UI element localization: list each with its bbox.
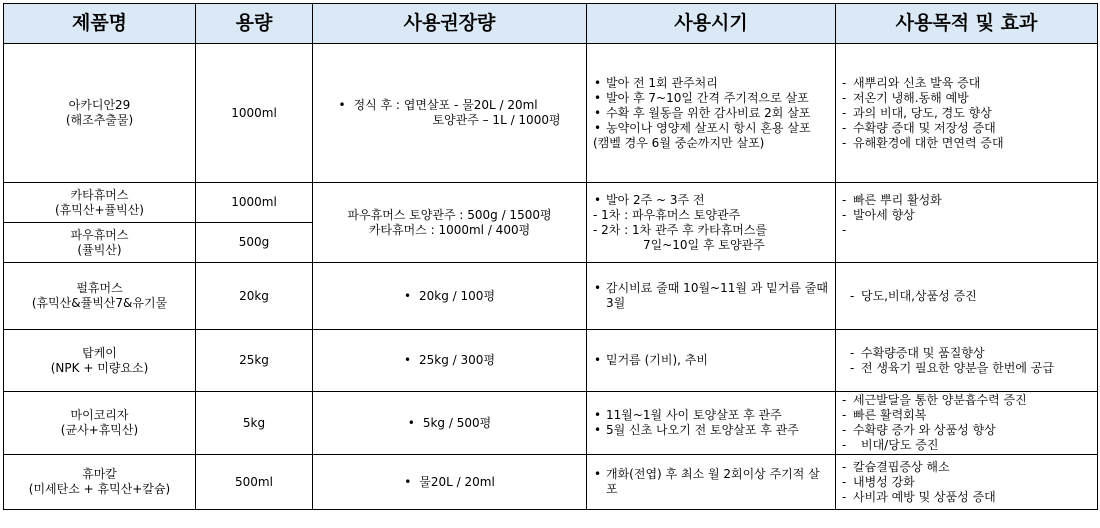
timing-cell [587,44,836,183]
volume-cell: 500g [196,223,313,263]
list-item: - 비대/당도 증진 [842,438,1091,453]
timing-cell [587,330,836,392]
volume-cell: 1000ml [196,44,313,183]
dosage-line: • 5kg / 500평 [408,416,491,430]
dosage-line: • 물20L / 20ml [404,475,495,489]
list-item: • 밑거름 (기비), 추비 [593,353,829,368]
list-item: • 수확 후 월동을 위한 감사비료 2회 살포 [593,106,829,121]
product-name: 마이코리자 [70,408,129,422]
dosage-cell [313,263,587,330]
table-row [4,44,1098,183]
list-item: - 내병성 강화 [842,475,1091,490]
dosage-line: • 정식 후 : 엽면살포 - 물20L / 20ml [338,98,560,113]
product-name: 휴마칼 [82,467,117,481]
list-item: - 유해환경에 대한 면연력 증대 [842,136,1091,151]
product-name: 탑케이 [82,345,117,360]
list-item: - 과의 비대, 당도, 경도 향상 [842,106,1091,121]
product-name: 파우휴머스 [70,227,129,242]
effects-cell [836,44,1098,183]
product-name-cell [4,183,196,223]
product-name-cell [4,44,196,183]
dosage-line: 카타휴머스 : 1000ml / 400평 [368,222,531,237]
header-row [4,4,1098,44]
dosage-line: 토양관주 – 1L / 1000평 [432,113,561,127]
list-item: - 1차 : 파우휴머스 토양관주 [593,207,741,222]
product-composition: (미세탄소 + 휴믹산+칼슘) [28,482,171,496]
effects-cell [836,330,1098,392]
volume-cell: 1000ml [196,183,313,223]
list-item: - 수확량 증가 와 상품성 향상 [842,423,1091,438]
table-row [4,392,1098,455]
list-item: - 새뿌리와 신초 발육 증대 [842,76,1091,91]
header-product-name: 제품명 [4,4,196,44]
list-item: • 발아 전 1회 관주처리 [593,76,829,91]
volume-cell: 20kg [196,263,313,330]
list-item: • 11월~1월 사이 토양살포 후 관주 [593,408,829,423]
product-composition: (휴믹산&퓰빅산7&유기물 [31,296,168,310]
list-item: • 개화(전엽) 후 최소 월 2회이상 주기적 살포 [593,467,829,497]
product-table [3,3,1098,510]
dosage-cell [313,44,587,183]
product-name-cell [4,263,196,330]
table-row [4,263,1098,330]
list-item: - 세근발달을 통한 양분흡수력 증진 [842,393,1091,408]
effects-cell [836,183,1098,263]
volume-cell: 5kg [196,392,313,455]
timing-cell [587,183,836,263]
table-row [4,183,1098,223]
list-item: - 칼슘결핍증상 해소 [842,460,1091,475]
list-item: - 수확량 증대 및 저장성 증대 [842,121,1091,136]
list-item: - 저온기 냉해.동해 예방 [842,91,1091,106]
header-volume: 용량 [196,4,313,44]
dosage-line: 파우휴머스 토양관주 : 500g / 1500평 [347,207,552,222]
timing-cell [587,392,836,455]
dosage-line: • 25kg / 300평 [404,353,495,367]
effects-cell [836,392,1098,455]
product-name: 아카디안29 [68,98,131,112]
product-name: 펄휴머스 [76,281,123,295]
timing-note: (캠벨 경우 6월 중순까지만 살포) [593,135,765,150]
list-item: - 수확량증대 및 품질향상 [850,346,1091,361]
volume-cell: 500ml [196,455,313,510]
product-name-cell [4,223,196,263]
timing-cell [587,455,836,510]
dosage-cell [313,330,587,392]
list-item: - 사비과 예방 및 상품성 증대 [842,490,1091,505]
list-item: • 농약이나 영양제 살포시 항시 혼용 살포 [593,121,829,136]
timing-cell [587,263,836,330]
product-name: 카타휴머스 [70,187,129,202]
dosage-cell [313,455,587,510]
list-item: - 빠른 뿌리 활성화 [842,193,1091,208]
list-item: - 당도,비대,상품성 증진 [850,289,1091,304]
product-composition: (균사+휴믹산) [60,423,139,437]
list-item: • 5월 신초 나오기 전 토양살포 후 관주 [593,423,829,438]
list-item: 7일~10일 후 토양관주 [643,237,765,252]
list-item: - 빠른 활력회복 [842,408,1091,423]
product-composition: (해조추출물) [65,113,134,127]
list-item: • 발아 2주 ~ 3주 전 [593,193,829,208]
list-item: • 감시비료 줄때 10월~11월 과 밑거름 줄때 3월 [593,281,829,311]
volume-cell: 25kg [196,330,313,392]
product-name-cell [4,455,196,510]
product-composition: (휴믹산+퓰빅산) [55,202,144,217]
table-row [4,330,1098,392]
table-row [4,455,1098,510]
product-name-cell [4,330,196,392]
list-item: - 발아세 향상 [842,208,1091,223]
effects-cell [836,263,1098,330]
dosage-line: • 20kg / 100평 [404,289,495,303]
product-composition: (퓰빅산) [77,242,122,257]
header-timing: 사용시기 [587,4,836,44]
list-item: - 2차 : 1차 관주 후 카타휴머스를 [593,222,768,237]
effects-cell [836,455,1098,510]
list-item: - 전 생육기 필요한 양분을 한번에 공급 [850,361,1091,376]
list-item: • 발아 후 7~10일 간격 주기적으로 살포 [593,91,829,106]
dosage-cell [313,183,587,263]
product-name-cell [4,392,196,455]
header-effects: 사용목적 및 효과 [836,4,1098,44]
product-composition: (NPK + 미량요소) [50,360,149,375]
header-dosage: 사용권장량 [313,4,587,44]
dosage-cell [313,392,587,455]
